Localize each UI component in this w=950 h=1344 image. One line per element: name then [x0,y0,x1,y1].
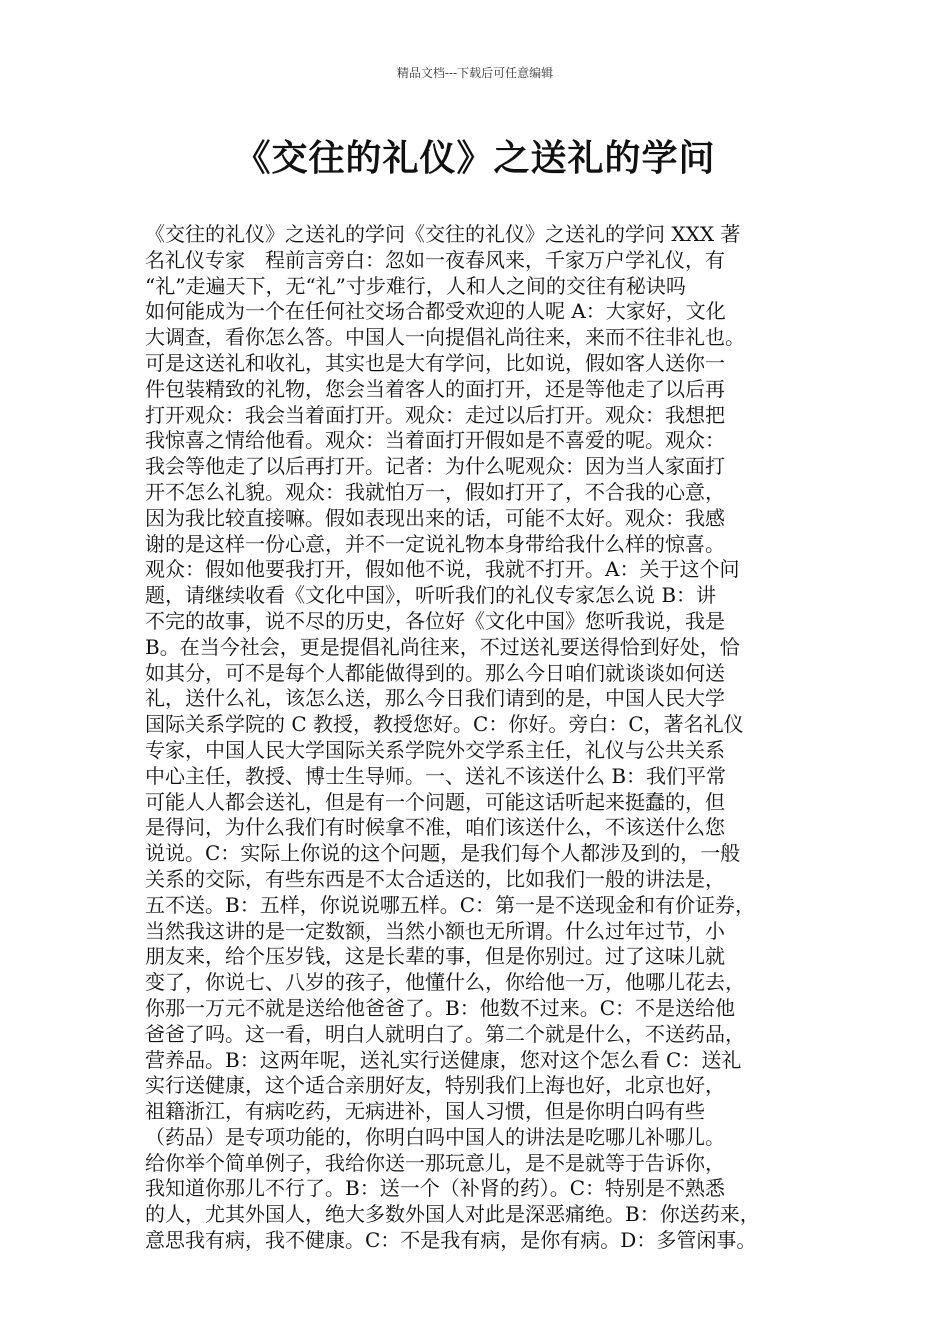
body-text-line: 营养品。B：这两年呢，送礼实行送健康，您对这个怎么看 C：送礼 [145,1047,742,1072]
body-text-line: 是得问，为什么我们有时候拿不准，咱们该送什么，不该送什么您 [145,815,725,840]
page-header: 精品文档---下载后可任意编辑 [396,66,554,80]
body-text-line: 我知道你那儿不行了。B：送一个（补肾的药）。C：特别是不熟悉 [145,1176,725,1201]
body-text-line: 实行送健康，这个适合亲朋好友，特别我们上海也好，北京也好， [145,1073,725,1098]
body-text-line: 当然我这讲的是一定数额，当然小额也无所谓。什么过年过节，小 [145,918,725,943]
body-text-line: 变了，你说七、八岁的孩子，他懂什么，你给他一万，他哪儿花去， [145,970,745,995]
body-text-line: 如其分，可不是每个人都能做得到的。那么今日咱们就谈谈如何送 [145,660,725,685]
body-text-line: 中心主任，教授、博士生导师。一、送礼不该送什么 B：我们平常 [145,763,727,788]
body-text-line: 题，请继续收看《文化中国》，听听我们的礼仪专家怎么说 B：讲 [145,583,717,608]
body-text-line: 名礼仪专家 程前言旁白：忽如一夜春风来，千家万户学礼仪，有 [145,247,725,272]
body-text-line: 关系的交际，有些东西是不太合适送的，比如我们一般的讲法是， [145,866,725,891]
body-text-line: 我会等他走了以后再打开。记者：为什么呢观众：因为当人家面打 [145,454,725,479]
document-title: 《交往的礼仪》之送礼的学问 [234,138,716,179]
body-text-line: 专家，中国人民大学国际关系学院外交学系主任，礼仪与公共关系 [145,737,725,762]
body-text-line: 不完的故事，说不尽的历史，各位好《文化中国》您听我说，我是 [145,608,725,633]
body-text-line: （药品）是专项功能的，你明白吗中国人的讲法是吃哪儿补哪儿。 [145,1124,725,1149]
body-text-line: 国际关系学院的 C 教授，教授您好。C：你好。旁白：C，著名礼仪 [145,712,744,737]
body-text-line: 给你举个简单例子，我给你送一那玩意儿，是不是就等于告诉你， [145,1150,725,1175]
body-text-line: 礼，送什么礼，该怎么送，那么今日我们请到的是，中国人民大学 [145,686,725,711]
body-text-line: 件包装精致的礼物，您会当着客人的面打开，还是等他走了以后再 [145,376,725,401]
body-text-line: B。在当今社会，更是提倡礼尚往来，不过送礼要送得恰到好处，恰 [145,634,740,659]
body-text-line: 的人，尤其外国人，绝大多数外国人对此是深恶痛绝。B：你送药来， [145,1202,760,1227]
body-text-line: “礼”走遍天下，无“礼”寸步难行，人和人之间的交往有秘诀吗 [145,273,686,298]
body-text-line: 祖籍浙江，有病吃药，无病进补，国人习惯，但是你明白吗有些 [145,1099,705,1124]
body-text-line: 如何能成为一个在任何社交场合都受欢迎的人呢 A：大家好，文化 [145,299,726,324]
body-text-line: 《交往的礼仪》之送礼的学问《交往的礼仪》之送礼的学问 XXX 著 [145,222,741,246]
body-text-line: 可是这送礼和收礼，其实也是大有学问，比如说，假如客人送你一 [145,350,725,375]
body-text-line: 观众：假如他要我打开，假如他不说，我就不打开。A：关于这个问 [145,557,740,582]
document-body [145,222,809,1254]
body-text-line: 爸爸了吗。这一看，明白人就明白了。第二个就是什么，不送药品， [145,1021,745,1046]
body-text-line: 因为我比较直接嘛。假如表现出来的话，可能不太好。观众：我感 [145,505,725,530]
body-text-line: 五不送。B：五样，你说说哪五样。C：第一是不送现金和有价证券， [145,892,755,917]
body-text-line: 可能人人都会送礼，但是有一个问题，可能这话听起来挺蠢的，但 [145,789,725,814]
body-text-line: 朋友来，给个压岁钱，这是长辈的事，但是你别过。过了这味儿就 [145,944,725,969]
body-text-line: 谢的是这样一份心意，并不一定说礼物本身带给我什么样的惊喜。 [145,531,725,556]
body-text-line: 我惊喜之情给他看。观众：当着面打开假如是不喜爱的呢。观众： [145,428,725,453]
body-text-line: 打开观众：我会当着面打开。观众：走过以后打开。观众：我想把 [145,402,725,427]
body-text-line: 开不怎么礼貌。观众：我就怕万一，假如打开了，不合我的心意， [145,479,725,504]
body-text-line: 你那一万元不就是送给他爸爸了。B：他数不过来。C：不是送给他 [145,995,735,1020]
body-text-line: 说说。C：实际上你说的这个问题，是我们每个人都涉及到的，一般 [145,841,741,866]
body-text-line: 意思我有病，我不健康。C：不是我有病，是你有病。D：多管闲事。 [145,1228,757,1253]
body-text-line: 大调查，看你怎么答。中国人一向提倡礼尚往来，来而不往非礼也。 [145,325,745,350]
